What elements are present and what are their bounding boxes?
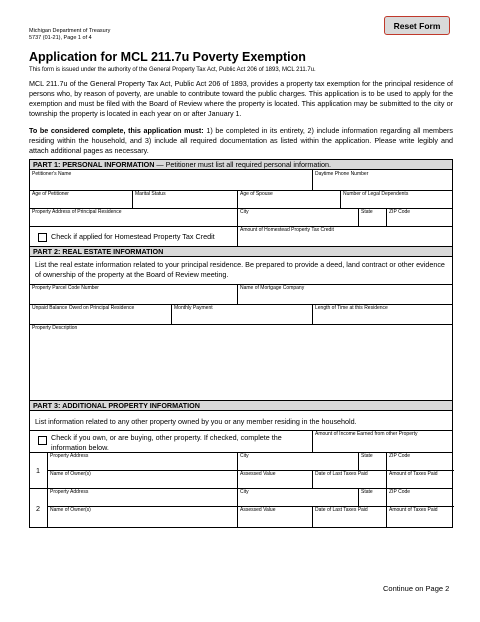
row1-state-field[interactable]: State: [361, 453, 373, 459]
parcel-code-field[interactable]: Property Parcel Code Number: [32, 285, 99, 291]
legal-dependents-field[interactable]: Number of Legal Dependents: [343, 191, 409, 197]
residence-address-field[interactable]: Property Address of Principal Residence: [32, 209, 122, 215]
completion-requirements: [29, 126, 453, 156]
row2-last-paid-field[interactable]: Date of Last Taxes Paid: [315, 507, 368, 513]
agency-info: [29, 28, 110, 41]
part3-heading: PART 3: ADDITIONAL PROPERTY INFORMATION: [33, 401, 200, 410]
agency-name: Michigan Department of Treasury: [29, 28, 111, 34]
part3-instructions: List information related to any other property owned by you or any member residing in the household.: [35, 417, 357, 426]
row1-city-field[interactable]: City: [240, 453, 249, 459]
completion-lead: To be considered complete, this application must:: [29, 126, 204, 135]
row2-state-field[interactable]: State: [361, 489, 373, 495]
zip-field[interactable]: ZIP Code: [389, 209, 411, 215]
row1-owners-field[interactable]: Name of Owner(s): [50, 471, 91, 477]
row2-city-field[interactable]: City: [240, 489, 249, 495]
part2-instructions: List the real estate information related to your principal residence. Be prepared to provide a deed, land contract or other evidence of ownership of the property at the Board of Review meeting.: [35, 260, 445, 279]
other-property-checkbox[interactable]: [38, 436, 47, 445]
mortgage-company-field[interactable]: Name of Mortgage Company: [240, 285, 305, 291]
form-title: Application for MCL 211.7u Poverty Exemption: [29, 50, 306, 64]
part2-header: [30, 246, 452, 257]
monthly-payment-field[interactable]: Monthly Payment: [174, 305, 213, 311]
part1-header: [30, 159, 452, 170]
property-description-field[interactable]: Property Description: [32, 325, 78, 331]
row1-last-paid-field[interactable]: Date of Last Taxes Paid: [315, 471, 368, 477]
age-petitioner-field[interactable]: Age of Petitioner: [32, 191, 69, 197]
age-spouse-field[interactable]: Age of Spouse: [240, 191, 273, 197]
row2-taxes-paid-field[interactable]: Amount of Taxes Paid: [389, 507, 438, 513]
intro-paragraph: MCL 211.7u of the General Property Tax Act, Public Act 206 of 1893, provides a property tax exemption for the principal residence of persons who, by reason of poverty, are unable to contribute toward the public charges. This application is to be used to apply for the exemption and must be filed with the Board of Review where the property is located. This application may be submitted to the city or township the property is located in each year on or after January 1.: [29, 79, 453, 118]
part2-heading: PART 2: REAL ESTATE INFORMATION: [33, 247, 164, 256]
reset-form-button[interactable]: Reset Form: [384, 16, 450, 35]
homestead-amount-field[interactable]: Amount of Homestead Property Tax Credit: [240, 227, 334, 233]
row-2-number: 2: [36, 504, 40, 513]
residence-duration-field[interactable]: Length of Time at this Residence: [315, 305, 388, 311]
authority-note: This form is issued under the authority of the General Property Tax Act, Public Act 206 of 1893, MCL 211.7u.: [29, 67, 316, 73]
petitioner-name-field[interactable]: Petitioner's Name: [32, 171, 72, 177]
row2-zip-field[interactable]: ZIP Code: [389, 489, 411, 495]
part1-description: — Petitioner must list all required personal information.: [154, 160, 331, 169]
state-field[interactable]: State: [361, 209, 373, 215]
other-property-income-field[interactable]: Amount of Income Earned from other Property: [315, 431, 418, 437]
unpaid-balance-field[interactable]: Unpaid Balance Owed on Principal Residence: [32, 305, 135, 311]
row1-assessed-field[interactable]: Assessed Value: [240, 471, 276, 477]
homestead-credit-checkbox[interactable]: [38, 233, 47, 242]
daytime-phone-field[interactable]: Daytime Phone Number: [315, 171, 369, 177]
row-1-number: 1: [36, 466, 40, 475]
other-property-label: Check if you own, or are buying, other property. If checked, complete the information below.: [51, 433, 282, 452]
continue-note: Continue on Page 2: [383, 584, 450, 593]
completion-details: 1) be completed in its entirety, 2) include information regarding all members residing within the household, and 3) include all required documentation as listed within the application. Please write legibly and attach additional pages as necessary.: [29, 126, 454, 155]
row1-address-field[interactable]: Property Address: [50, 453, 89, 459]
row2-address-field[interactable]: Property Address: [50, 489, 89, 495]
homestead-credit-label: Check if applied for Homestead Property Tax Credit: [51, 232, 215, 241]
row1-zip-field[interactable]: ZIP Code: [389, 453, 411, 459]
city-field[interactable]: City: [240, 209, 249, 215]
form-number: 5737 (01-21), Page 1 of 4: [29, 34, 92, 41]
part3-header: [30, 400, 452, 411]
row2-owners-field[interactable]: Name of Owner(s): [50, 507, 91, 513]
row1-taxes-paid-field[interactable]: Amount of Taxes Paid: [389, 471, 438, 477]
part1-heading: PART 1: PERSONAL INFORMATION: [33, 160, 155, 169]
row2-assessed-field[interactable]: Assessed Value: [240, 507, 276, 513]
marital-status-field[interactable]: Marital Status: [135, 191, 166, 197]
application-form: [29, 159, 453, 528]
